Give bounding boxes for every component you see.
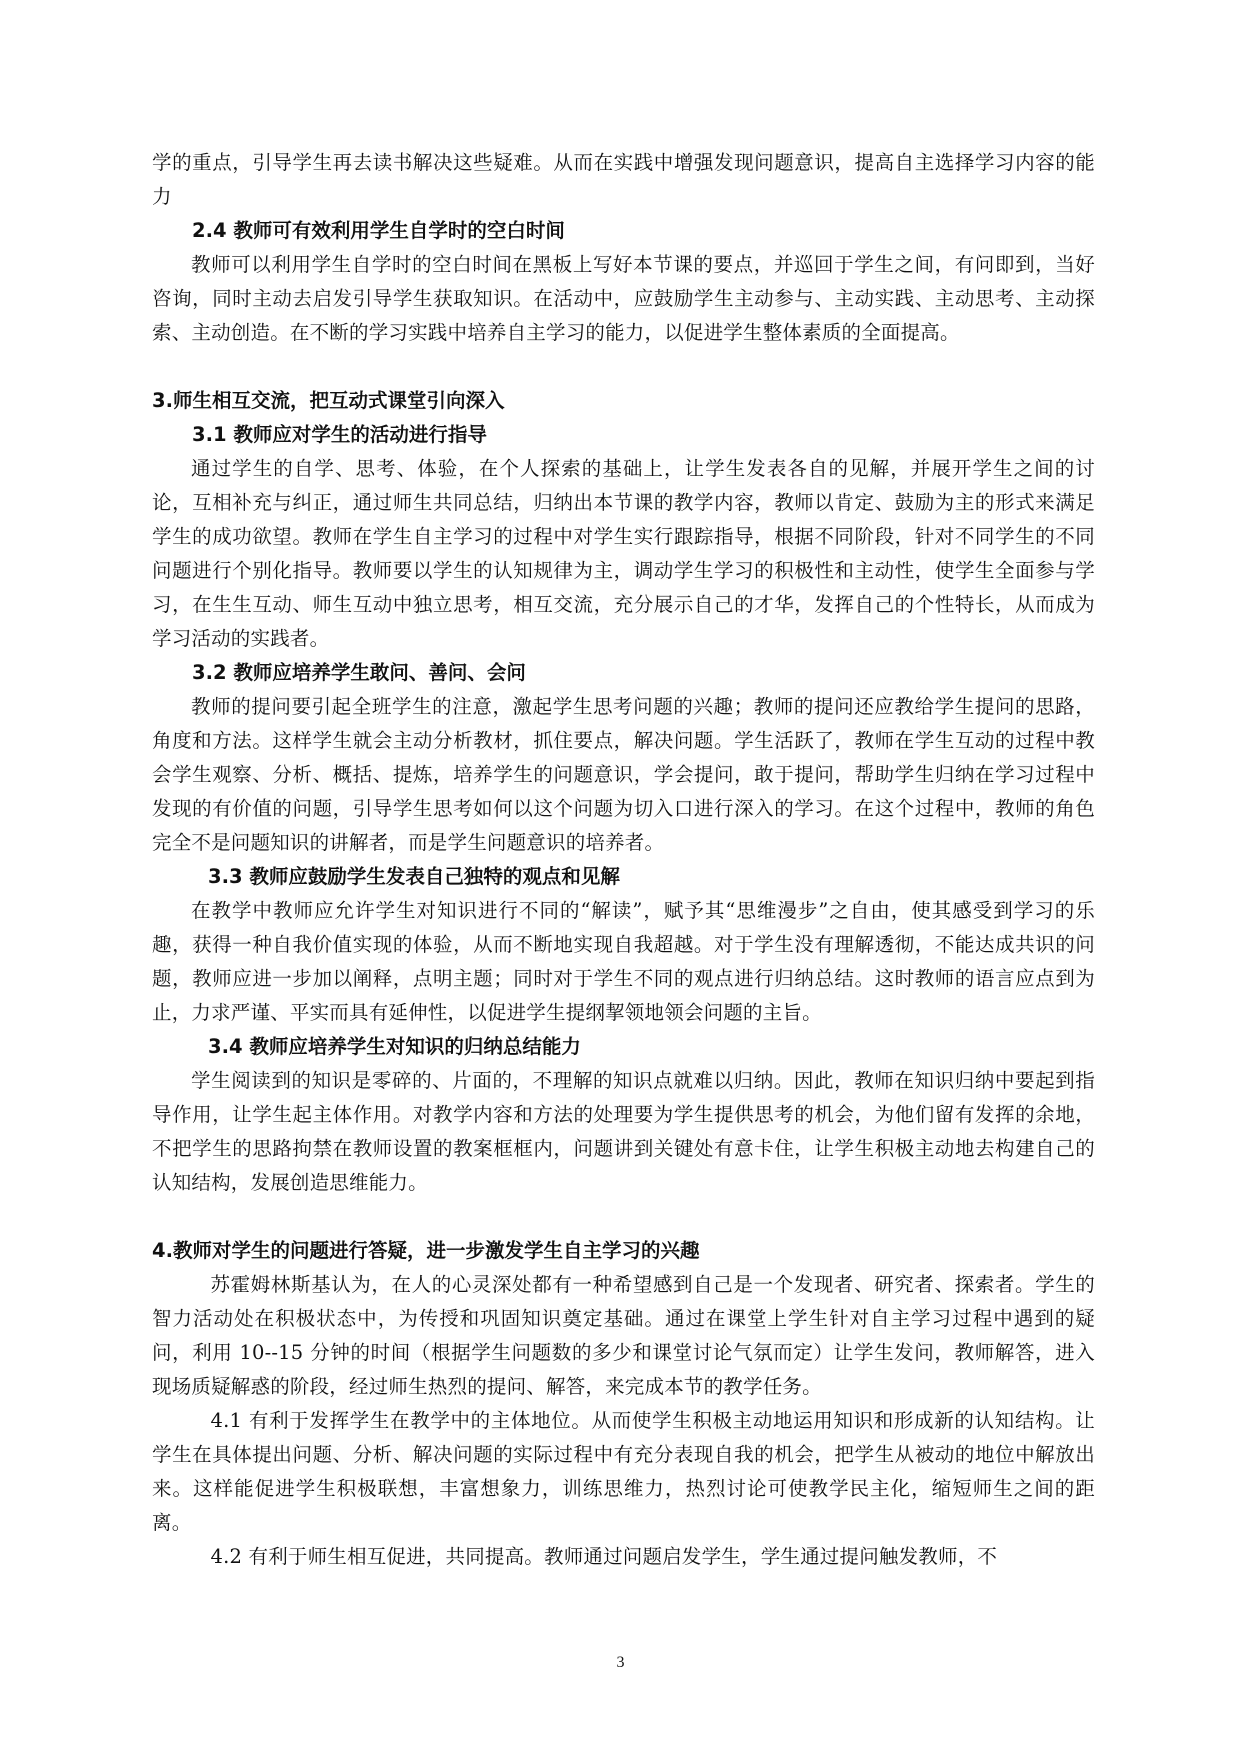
heading-3-1: 3.1 教师应对学生的活动进行指导 [192, 423, 487, 446]
page-body [152, 146, 1095, 1574]
paragraph-3-1: 通过学生的自学、思考、体验，在个人探索的基础上，让学生发表各自的见解，并展开学生之间的讨论，互相补充与纠正，通过师生共同总结，归纳出本节课的教学内容，教师以肯定、鼓励为主的形式来满足学生的成功欲望。教师在学生自主学习的过程中对学生实行跟踪指导，根据不同阶段，针对不同学生的不同问题进行个别化指导。教师要以学生的认知规律为主，调动学生学习的积极性和主动性，使学生全面参与学习，在生生互动、师生互动中独立思考，相互交流，充分展示自己的才华，发挥自己的个性特长，从而成为学习活动的实践者。 [152, 457, 1095, 650]
heading-3-4: 3.4 教师应培养学生对知识的归纳总结能力 [208, 1035, 581, 1058]
paragraph-continued: 学的重点，引导学生再去读书解决这些疑难。从而在实践中增强发现问题意识，提高自主选择学习内容的能力 [152, 151, 1095, 208]
heading-2-4: 2.4 教师可有效利用学生自学时的空白时间 [192, 219, 565, 242]
paragraph-3-4: 学生阅读到的知识是零碎的、片面的，不理解的知识点就难以归纳。因此，教师在知识归纳中要起到指导作用，让学生起主体作用。对教学内容和方法的处理要为学生提供思考的机会，为他们留有发挥的余地，不把学生的思路拘禁在教师设置的教案框框内，问题讲到关键处有意卡住，让学生积极主动地去构建自己的认知结构，发展创造思维能力。 [152, 1069, 1095, 1194]
heading-3: 3.师生相互交流，把互动式课堂引向深入 [152, 389, 505, 412]
paragraph-4: 苏霍姆林斯基认为，在人的心灵深处都有一种希望感到自己是一个发现者、研究者、探索者。学生的智力活动处在积极状态中，为传授和巩固知识奠定基础。通过在课堂上学生针对自主学习过程中遇到的疑问，利用 10--15 分钟的时间（根据学生问题数的多少和课堂讨论气氛而定）让学生发问，教师解答，进入现场质疑解惑的阶段，经过师生热烈的提问、解答，来完成本节的教学任务。 [152, 1273, 1095, 1398]
paragraph-4-2: 4.2 有利于师生相互促进，共同提高。教师通过问题启发学生，学生通过提问触发教师，不 [210, 1545, 998, 1568]
heading-4: 4.教师对学生的问题进行答疑，进一步激发学生自主学习的兴趣 [152, 1239, 700, 1262]
spacer [152, 350, 1095, 384]
spacer [152, 1200, 1095, 1234]
page-number: 3 [616, 1654, 625, 1671]
paragraph-2-4: 教师可以利用学生自学时的空白时间在黑板上写好本节课的要点，并巡回于学生之间，有问即到，当好咨询，同时主动去启发引导学生获取知识。在活动中，应鼓励学生主动参与、主动实践、主动思考、主动探索、主动创造。在不断的学习实践中培养自主学习的能力，以促进学生整体素质的全面提高。 [152, 253, 1095, 344]
paragraph-3-3: 在教学中教师应允许学生对知识进行不同的“解读”，赋予其“思维漫步”之自由，使其感受到学习的乐趣，获得一种自我价值实现的体验，从而不断地实现自我超越。对于学生没有理解透彻，不能达成共识的问题，教师应进一步加以阐释，点明主题；同时对于学生不同的观点进行归纳总结。这时教师的语言应点到为止，力求严谨、平实而具有延伸性，以促进学生提纲挈领地领会问题的主旨。 [152, 899, 1095, 1024]
paragraph-3-2: 教师的提问要引起全班学生的注意，激起学生思考问题的兴趣；教师的提问还应教给学生提问的思路，角度和方法。这样学生就会主动分析教材，抓住要点，解决问题。学生活跃了，教师在学生互动的过程中教会学生观察、分析、概括、提炼，培养学生的问题意识，学会提问，敢于提问，帮助学生归纳在学习过程中发现的有价值的问题，引导学生思考如何以这个问题为切入口进行深入的学习。在这个过程中，教师的角色完全不是问题知识的讲解者，而是学生问题意识的培养者。 [152, 695, 1095, 854]
heading-3-2: 3.2 教师应培养学生敢问、善问、会问 [192, 661, 526, 684]
paragraph-4-1: 4.1 有利于发挥学生在教学中的主体地位。从而使学生积极主动地运用知识和形成新的认知结构。让学生在具体提出问题、分析、解决问题的实际过程中有充分表现自我的机会，把学生从被动的地位中解放出来。这样能促进学生积极联想，丰富想象力，训练思维力，热烈讨论可使教学民主化，缩短师生之间的距离。 [152, 1409, 1095, 1534]
heading-3-3: 3.3 教师应鼓励学生发表自己独特的观点和见解 [208, 865, 620, 888]
